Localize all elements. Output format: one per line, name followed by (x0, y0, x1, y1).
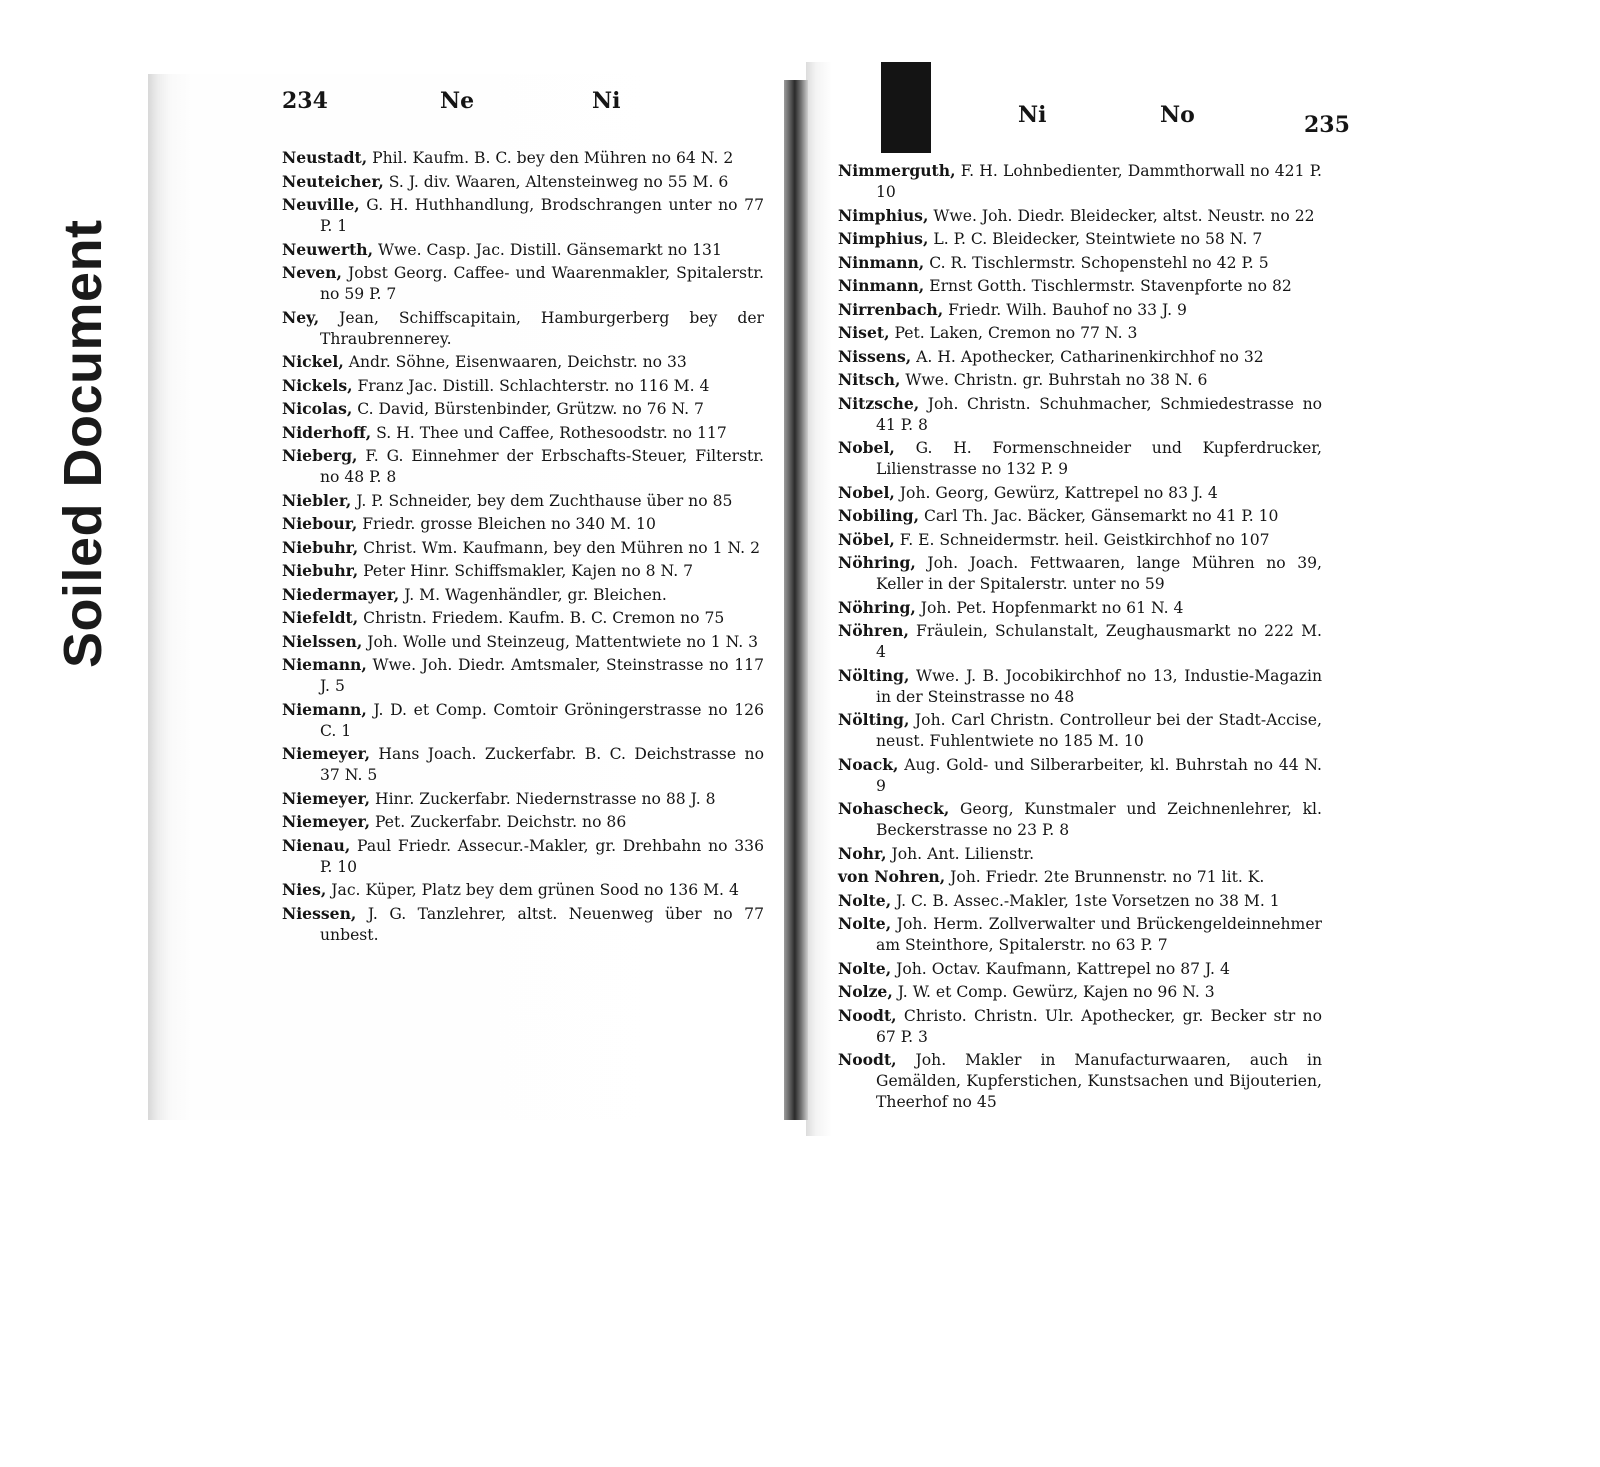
directory-entry (838, 913, 1322, 956)
entry-details: Wwe. Joh. Diedr. Amtsmaler, Steinstrasse no 117 J. 5 (320, 656, 764, 695)
entry-surname: Nieberg, (282, 446, 358, 465)
entry-surname: Nöbel, (838, 529, 895, 549)
directory-entry (838, 981, 1322, 1003)
left-running-head-2: Ni (592, 88, 621, 114)
directory-entry (282, 171, 764, 193)
directory-entry (282, 537, 764, 559)
right-page-number: 235 (1304, 112, 1350, 138)
directory-entry (282, 351, 764, 373)
directory-entry (838, 597, 1322, 619)
directory-entry (838, 205, 1322, 227)
entry-details: Christo. Christn. Ulr. Apothecker, gr. Becker str no 67 P. 3 (876, 1006, 1322, 1046)
directory-entry (282, 743, 764, 786)
entry-details: Jobst Georg. Caffee- und Waarenmakler, Spitalerstr. no 59 P. 7 (320, 264, 764, 303)
entry-details: Joh. Pet. Hopfenmarkt no 61 N. 4 (915, 598, 1184, 617)
entry-details: Wwe. J. B. Jocobikirchhof no 13, Industie-Magazin in der Steinstrasse no 48 (876, 666, 1322, 706)
right-running-head-1: Ni (1018, 102, 1047, 128)
entry-details: J. P. Schneider, bey dem Zuchthause über no 85 (351, 491, 733, 510)
directory-entry (838, 482, 1322, 504)
entry-surname: Nielssen, (282, 631, 363, 651)
entry-details: Fräulein, Schulanstalt, Zeughausmarkt no 222 M. 4 (876, 622, 1322, 661)
entry-surname: Niemann, (282, 699, 367, 719)
directory-entry (282, 699, 764, 742)
entry-surname: Nolze, (838, 982, 893, 1001)
entry-details: J. W. et Comp. Gewürz, Kajen no 96 N. 3 (892, 983, 1215, 1001)
entry-surname: Nimmerguth, (838, 161, 956, 180)
entry-surname: Nies, (282, 880, 327, 899)
directory-entry (282, 584, 764, 606)
book-gutter (784, 80, 808, 1120)
entry-surname: Nimphius, (838, 205, 929, 225)
entry-surname: Niderhoff, (282, 422, 372, 442)
entry-surname: Nienau, (282, 835, 351, 855)
entry-details: G. H. Formenschneider und Kupferdrucker, Lilienstrasse no 132 P. 9 (876, 439, 1322, 478)
entry-surname: Nöhring, (838, 553, 916, 572)
entry-surname: Nimphius, (838, 229, 929, 248)
entry-surname: Niefeldt, (282, 608, 359, 627)
left-page-entries (282, 147, 764, 947)
entry-details: Georg, Kunstmaler und Zeichnenlehrer, kl. Beckerstrasse no 23 P. 8 (876, 800, 1322, 839)
entry-details: Joh. Wolle und Steinzeug, Mattentwiete no 1 N. 3 (362, 632, 759, 651)
directory-entry (838, 346, 1322, 368)
directory-entry (282, 879, 764, 901)
entry-details: Wwe. Joh. Diedr. Bleidecker, altst. Neustr. no 22 (928, 206, 1315, 225)
entry-details: S. H. Thee und Caffee, Rothesoodstr. no 117 (371, 423, 727, 442)
directory-entry (838, 798, 1322, 841)
entry-details: Carl Th. Jac. Bäcker, Gänsemarkt no 41 P. 10 (919, 507, 1279, 525)
entry-surname: Ninmann, (838, 252, 925, 272)
entry-surname: Nobel, (838, 438, 895, 457)
entry-details: J. M. Wagenhändler, gr. Bleichen. (399, 585, 667, 604)
directory-entry (838, 866, 1322, 888)
entry-details: F. G. Einnehmer der Erbschafts-Steuer, Filterstr. no 48 P. 8 (320, 447, 764, 486)
entry-surname: Nobiling, (838, 506, 919, 525)
entry-details: Joh. Friedr. 2te Brunnenstr. no 71 lit. K. (945, 868, 1265, 886)
entry-details: Andr. Söhne, Eisenwaaren, Deichstr. no 33 (343, 353, 687, 371)
left-page-number: 234 (282, 88, 328, 114)
directory-entry (282, 903, 764, 946)
directory-entry (838, 665, 1322, 708)
entry-surname: Neuteicher, (282, 171, 384, 191)
directory-entry (282, 654, 764, 697)
right-page-entries (838, 160, 1322, 1115)
entry-surname: Nölting, (838, 665, 910, 685)
entry-surname: Niemeyer, (282, 788, 371, 808)
entry-surname: Niemeyer, (282, 744, 371, 763)
directory-entry (282, 262, 764, 305)
entry-surname: Niebuhr, (282, 537, 359, 557)
directory-entry (282, 445, 764, 488)
directory-entry (838, 1049, 1322, 1113)
directory-entry (838, 1005, 1322, 1048)
entry-details: Franz Jac. Distill. Schlachterstr. no 116 M. 4 (352, 376, 710, 395)
directory-entry (282, 398, 764, 420)
entry-surname: Niset, (838, 323, 890, 342)
entry-surname: Noack, (838, 754, 899, 774)
entry-details: Joh. Christn. Schuhmacher, Schmiedestrasse no 41 P. 8 (876, 394, 1322, 434)
directory-entry (282, 307, 764, 350)
entry-surname: Neuwerth, (282, 239, 374, 259)
entry-surname: Nitzsche, (838, 393, 920, 413)
directory-entry (838, 529, 1322, 551)
entry-surname: Niemeyer, (282, 812, 371, 831)
entry-surname: Neuville, (282, 195, 360, 214)
directory-entry (838, 275, 1322, 297)
entry-details: Pet. Zuckerfabr. Deichstr. no 86 (370, 813, 627, 831)
entry-details: J. G. Tanzlehrer, altst. Neuenweg über no 77 unbest. (320, 904, 764, 944)
left-running-head-1: Ne (440, 88, 475, 114)
entry-surname: Niebler, (282, 490, 352, 510)
entry-details: J. C. B. Assec.-Makler, 1ste Vorsetzen no 38 M. 1 (891, 891, 1280, 910)
directory-entry (838, 620, 1322, 663)
entry-surname: Nöhren, (838, 621, 909, 640)
directory-entry (838, 754, 1322, 797)
entry-details: Aug. Gold- und Silberarbeiter, kl. Buhrstah no 44 N. 9 (876, 755, 1322, 795)
entry-details: Hans Joach. Zuckerfabr. B. C. Deichstrasse no 37 N. 5 (320, 745, 764, 784)
entry-details: C. R. Tischlermstr. Schopenstehl no 42 P. 5 (924, 253, 1269, 272)
directory-entry (838, 843, 1322, 865)
directory-entry (282, 490, 764, 512)
entry-details: Joh. Ant. Lilienstr. (886, 844, 1035, 863)
entry-details: C. David, Bürstenbinder, Grützw. no 76 N. 7 (352, 400, 704, 418)
entry-surname: Ninmann, (838, 276, 925, 295)
directory-entry (838, 252, 1322, 274)
entry-surname: von Nohren, (838, 867, 946, 886)
directory-entry (838, 299, 1322, 321)
directory-entry (838, 890, 1322, 912)
entry-details: Joh. Carl Christn. Controlleur bei der Stadt-Accise, neust. Fuhlentwiete no 185 M. 10 (876, 711, 1322, 750)
entry-surname: Nitsch, (838, 370, 901, 389)
entry-surname: Nobel, (838, 482, 895, 502)
entry-details: Paul Friedr. Assecur.-Makler, gr. Drehbahn no 336 P. 10 (320, 836, 764, 876)
entry-surname: Niebour, (282, 514, 358, 533)
right-running-head-2: No (1160, 102, 1195, 128)
entry-surname: Niebuhr, (282, 561, 359, 580)
entry-details: Joh. Georg, Gewürz, Kattrepel no 83 J. 4 (894, 483, 1218, 502)
directory-entry (838, 228, 1322, 250)
directory-entry (282, 375, 764, 397)
directory-entry (282, 631, 764, 653)
directory-entry (282, 513, 764, 535)
entry-details: Friedr. grosse Bleichen no 340 M. 10 (357, 515, 656, 533)
entry-surname: Nolte, (838, 958, 892, 978)
directory-entry (282, 835, 764, 878)
entry-surname: Nirrenbach, (838, 299, 944, 319)
entry-surname: Nöhring, (838, 597, 916, 617)
directory-entry (838, 322, 1322, 344)
entry-surname: Niemann, (282, 655, 367, 674)
entry-details: A. H. Apothecker, Catharinenkirchhof no 32 (911, 347, 1264, 366)
entry-details: Pet. Laken, Cremon no 77 N. 3 (889, 324, 1138, 342)
directory-entry (282, 194, 764, 237)
directory-entry (282, 560, 764, 582)
entry-details: Peter Hinr. Schiffsmakler, Kajen no 8 N. 7 (358, 562, 694, 580)
entry-details: Phil. Kaufm. B. C. bey den Mühren no 64 N. 2 (367, 149, 734, 167)
entry-surname: Nissens, (838, 346, 912, 366)
entry-details: Ernst Gotth. Tischlermstr. Stavenpforte no 82 (924, 277, 1292, 295)
entry-details: Christ. Wm. Kaufmann, bey den Mühren no 1 N. 2 (358, 538, 760, 557)
directory-entry (282, 788, 764, 810)
directory-entry (838, 369, 1322, 391)
entry-details: G. H. Huthhandlung, Brodschrangen unter no 77 P. 1 (320, 196, 764, 235)
directory-entry (838, 505, 1322, 527)
entry-details: Jac. Küper, Platz bey dem grünen Sood no 136 M. 4 (326, 881, 739, 899)
entry-details: L. P. C. Bleidecker, Steintwiete no 58 N. 7 (928, 230, 1263, 248)
entry-details: Jean, Schiffscapitain, Hamburgerberg bey der Thraubrennerey. (319, 308, 764, 348)
directory-entry (282, 607, 764, 629)
entry-surname: Nölting, (838, 710, 910, 729)
entry-details: J. D. et Comp. Comtoir Gröningerstrasse no 126 C. 1 (320, 700, 764, 740)
directory-entry (838, 437, 1322, 480)
entry-surname: Nicolas, (282, 399, 353, 418)
entry-surname: Niessen, (282, 903, 357, 923)
entry-surname: Nickels, (282, 375, 353, 395)
entry-details: Wwe. Christn. gr. Buhrstah no 38 N. 6 (900, 371, 1208, 389)
entry-surname: Niedermayer, (282, 584, 400, 604)
entry-details: Joh. Octav. Kaufmann, Kattrepel no 87 J. 4 (891, 959, 1230, 978)
entry-surname: Nohr, (838, 843, 887, 863)
binding-clip (881, 62, 931, 153)
directory-entry (282, 422, 764, 444)
entry-details: Friedr. Wilh. Bauhof no 33 J. 9 (943, 300, 1187, 319)
entry-details: Joh. Herm. Zollverwalter und Brückengeldeinnehmer am Steinthore, Spitalerstr. no 63 P. 7 (876, 915, 1322, 954)
entry-surname: Nohascheck, (838, 799, 950, 818)
entry-details: Wwe. Casp. Jac. Distill. Gänsemarkt no 131 (373, 240, 722, 259)
directory-entry (282, 147, 764, 169)
entry-surname: Nolte, (838, 914, 892, 933)
entry-surname: Neven, (282, 263, 342, 282)
directory-entry (282, 239, 764, 261)
entry-surname: Neustadt, (282, 148, 368, 167)
entry-surname: Noodt, (838, 1005, 897, 1025)
entry-details: Joh. Makler in Manufacturwaaren, auch in Gemälden, Kupferstichen, Kunstsachen und Bijouterien, Theerhof no 45 (876, 1051, 1322, 1111)
entry-surname: Nickel, (282, 352, 344, 371)
entry-surname: Ney, (282, 307, 320, 327)
entry-details: Joh. Joach. Fettwaaren, lange Mühren no 39, Keller in der Spitalerstr. unter no 59 (876, 554, 1322, 593)
entry-details: Christn. Friedem. Kaufm. B. C. Cremon no 75 (358, 609, 725, 627)
entry-details: F. H. Lohnbedienter, Dammthorwall no 421 P. 10 (876, 162, 1322, 201)
directory-entry (838, 958, 1322, 980)
entry-details: S. J. div. Waaren, Altensteinweg no 55 M. 6 (383, 172, 729, 191)
directory-entry (838, 393, 1322, 436)
directory-entry (838, 160, 1322, 203)
entry-surname: Noodt, (838, 1050, 897, 1069)
directory-entry (838, 552, 1322, 595)
soiled-document-label: Soiled Document (53, 219, 113, 668)
directory-entry (282, 811, 764, 833)
entry-details: Hinr. Zuckerfabr. Niedernstrasse no 88 J. 8 (370, 789, 716, 808)
entry-details: F. E. Schneidermstr. heil. Geistkirchhof no 107 (894, 530, 1270, 549)
directory-entry (838, 709, 1322, 752)
entry-surname: Nolte, (838, 890, 892, 910)
